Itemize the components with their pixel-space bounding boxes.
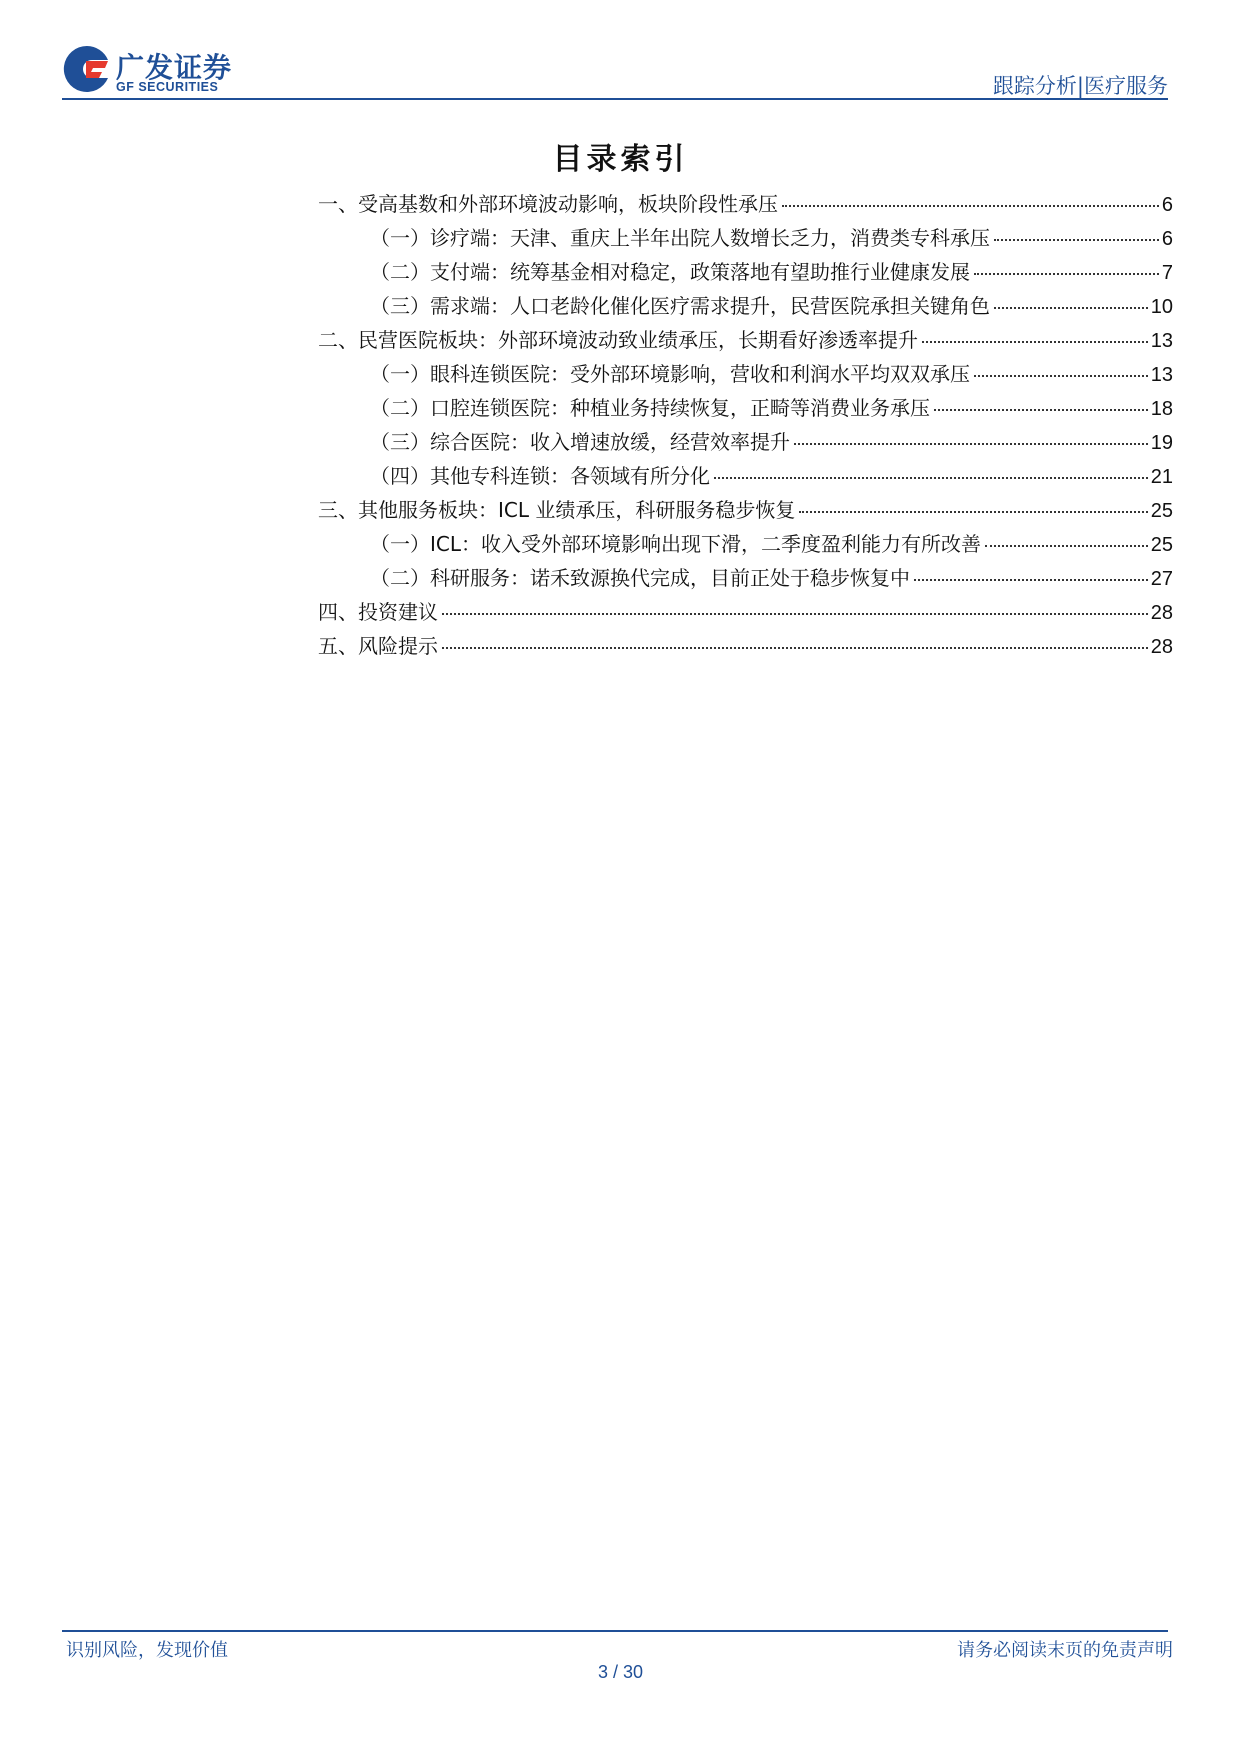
toc-dot-leader [442, 613, 1148, 615]
logo-chinese-name: 广发证券 [116, 51, 233, 84]
toc-dot-leader [974, 273, 1159, 275]
toc-entry-text: （二）口腔连锁医院：种植业务持续恢复，正畸等消费业务承压 [370, 396, 930, 420]
toc-entry-page: 27 [1150, 568, 1173, 590]
logo-english-name: GF SECURITIES [116, 80, 219, 94]
toc-entry-text: （二）支付端：统筹基金相对稳定，政策落地有望助推行业健康发展 [370, 260, 970, 284]
toc-entry[interactable] [318, 562, 1173, 596]
toc-dot-leader [794, 443, 1148, 445]
toc-dot-leader [985, 545, 1148, 547]
toc-entry-page: 10 [1150, 296, 1173, 318]
toc-entry[interactable] [318, 426, 1173, 460]
toc-entry-text: 二、民营医院板块：外部环境波动致业绩承压，长期看好渗透率提升 [318, 328, 918, 352]
gf-logo-icon [62, 44, 112, 94]
toc-entry[interactable] [318, 256, 1173, 290]
toc-entry-text: （三）综合医院：收入增速放缓，经营效率提升 [370, 430, 790, 454]
toc-entry-text: （三）需求端：人口老龄化催化医疗需求提升，民营医院承担关键角色 [370, 294, 990, 318]
toc-entry-page: 13 [1150, 364, 1173, 386]
toc-dot-leader [714, 477, 1148, 479]
toc-entry-text: 一、受高基数和外部环境波动影响，板块阶段性承压 [318, 192, 778, 216]
header-divider [62, 98, 1168, 100]
toc-entry[interactable] [318, 188, 1173, 222]
toc-dot-leader [442, 647, 1148, 649]
toc-entry-page: 7 [1161, 262, 1173, 284]
footer-divider [62, 1630, 1168, 1632]
toc-entry-text: 三、其他服务板块：ICL 业绩承压，科研服务稳步恢复 [318, 498, 796, 522]
toc-entry-page: 6 [1161, 194, 1173, 216]
footer-disclaimer: 请务必阅读末页的免责声明 [957, 1640, 1173, 1661]
toc-dot-leader [974, 375, 1148, 377]
toc-entry-page: 25 [1150, 500, 1173, 522]
toc-dot-leader [799, 511, 1147, 513]
toc-entry[interactable] [318, 596, 1173, 630]
toc-dot-leader [934, 409, 1148, 411]
toc-entry-page: 25 [1150, 534, 1173, 556]
toc-entry[interactable] [318, 494, 1173, 528]
toc-entry-text: （四）其他专科连锁：各领域有所分化 [370, 464, 710, 488]
toc-entry-page: 6 [1161, 228, 1173, 250]
toc-entry-page: 18 [1150, 398, 1173, 420]
toc-entry[interactable] [318, 324, 1173, 358]
toc-entry-text: （一）诊疗端：天津、重庆上半年出院人数增长乏力，消费类专科承压 [370, 226, 990, 250]
gf-securities-logo [62, 44, 262, 100]
toc-entry[interactable] [318, 358, 1173, 392]
toc-entry-page: 28 [1150, 602, 1173, 624]
toc-entry-text: （一）ICL：收入受外部环境影响出现下滑，二季度盈利能力有所改善 [370, 532, 982, 556]
report-type-label: 跟踪分析|医疗服务 [992, 74, 1168, 98]
toc-entry[interactable] [318, 222, 1173, 256]
table-of-contents [318, 188, 1173, 664]
toc-entry-text: 五、风险提示 [318, 634, 438, 658]
toc-entry-text: 四、投资建议 [318, 600, 438, 624]
toc-dot-leader [994, 307, 1148, 309]
page-header [0, 0, 1241, 110]
toc-dot-leader [914, 579, 1148, 581]
toc-entry[interactable] [318, 630, 1173, 664]
toc-dot-leader [922, 341, 1148, 343]
toc-entry[interactable] [318, 528, 1173, 562]
toc-title: 目录索引 [552, 142, 689, 177]
toc-entry[interactable] [318, 460, 1173, 494]
toc-entry-text: （一）眼科连锁医院：受外部环境影响，营收和利润水平均双双承压 [370, 362, 970, 386]
page-number: 3 / 30 [597, 1662, 644, 1682]
toc-entry-text: （二）科研服务：诺禾致源换代完成，目前正处于稳步恢复中 [370, 566, 910, 590]
toc-entry-page: 13 [1150, 330, 1173, 352]
footer-slogan: 识别风险，发现价值 [66, 1640, 228, 1661]
toc-dot-leader [994, 239, 1159, 241]
toc-entry[interactable] [318, 290, 1173, 324]
toc-entry-page: 21 [1150, 466, 1173, 488]
toc-entry[interactable] [318, 392, 1173, 426]
toc-entry-page: 28 [1150, 636, 1173, 658]
toc-dot-leader [782, 205, 1159, 207]
toc-entry-page: 19 [1150, 432, 1173, 454]
